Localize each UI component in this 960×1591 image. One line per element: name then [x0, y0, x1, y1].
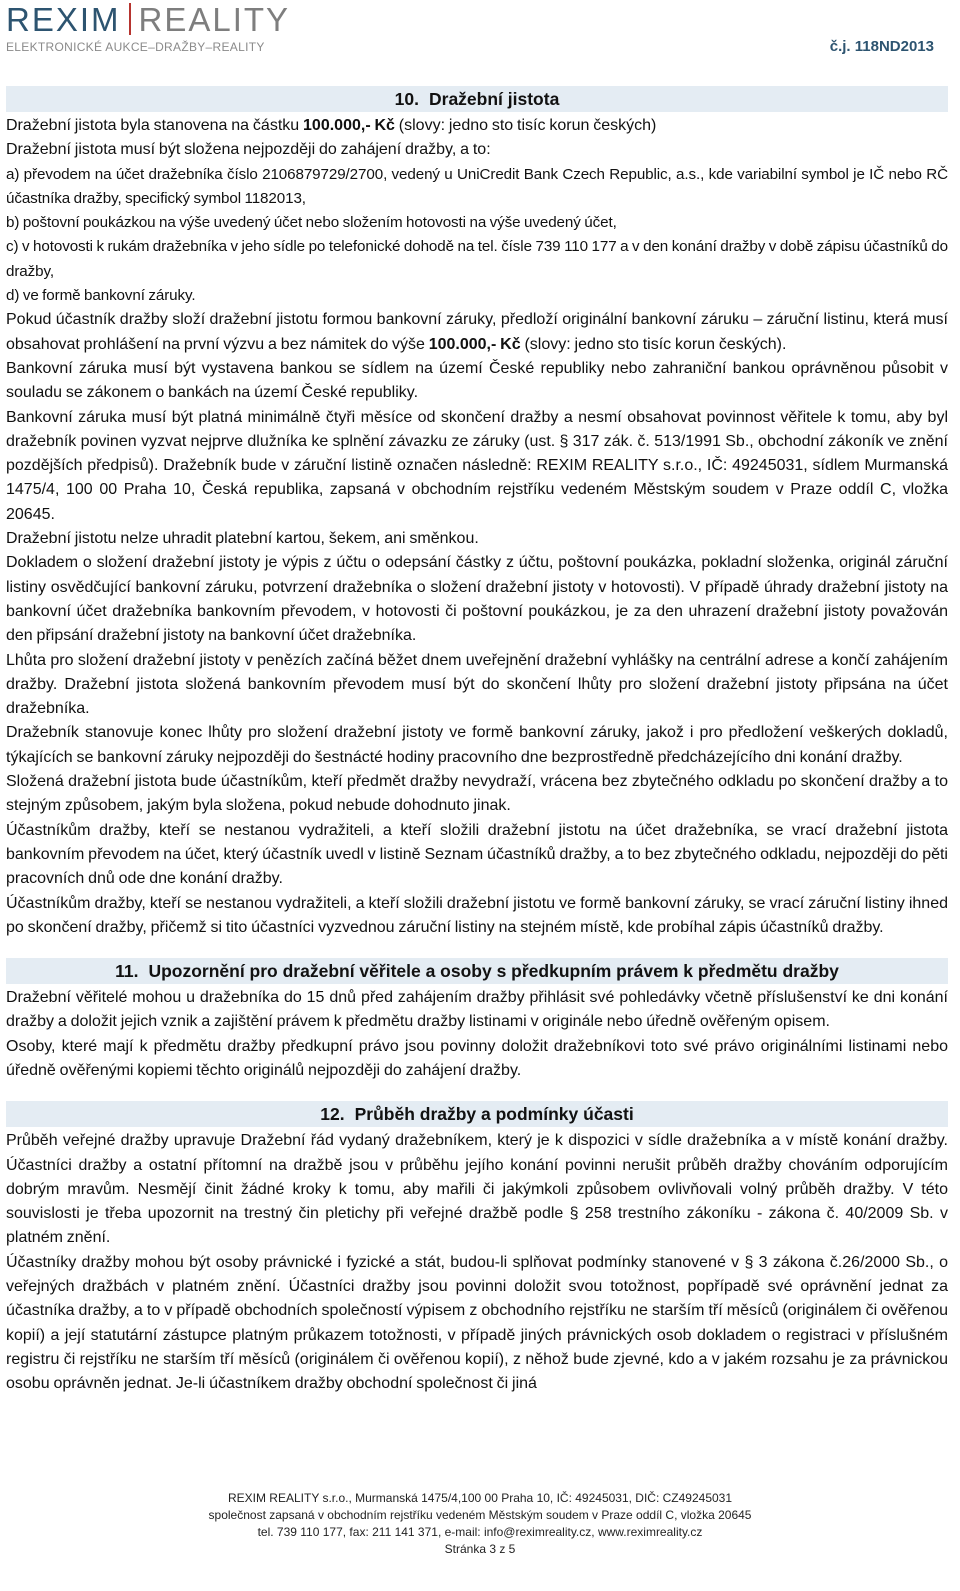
- paragraph: a) převodem na účet dražebníka číslo 2106879729/2700, vedený u UniCredit Bank Czech Republic, a.s., kde variabilní symbol je IČ nebo RČ účastníka dražby, specifický symbol 1182013,: [6, 165, 948, 207]
- page-header: [0, 0, 960, 62]
- section-title: Dražební jistota: [429, 89, 560, 109]
- section-title: Upozornění pro dražební věřitele a osoby s předkupním právem k předmětu dražby: [148, 961, 839, 982]
- page-footer: [0, 1490, 960, 1558]
- section-heading: [6, 86, 948, 112]
- paragraph: Účastníkům dražby, kteří se nestanou vydražiteli, a kteří složili dražební jistotu ve formě bankovní záruky, se vrací záruční listiny ihned po skončení dražby, přičemž si tito účastníci vyzvednou záruční listiny na stejném místě, kde probíhal zápis účastníků dražby.: [6, 894, 948, 936]
- paragraph: Dražebník stanovuje konec lhůty pro složení dražební jistoty ve formě bankovní záruky, jakož i pro předložení veškerých dokladů, týkajících se bankovní záruky nejpozději do šestnácté hodiny pracovního dne bezprostředně předcházejícího dni konání dražby.: [6, 724, 948, 766]
- paragraph: Bankovní záruka musí být platná minimálně čtyři měsíce od skončení dražby a nesmí obsahovat povinnost věřitele k tomu, aby byl dražebník povinen vyzvat nejprve dlužníka ke splnění závazku ze záruky (ust. § 317 zák. č. 513/1991 Sb., obchodní zákoník ve znění pozdějších předpisů). Dražebník bude v záruční listině označen následně: REXIM REALITY s.r.o., IČ: 49245031, sídlem Murmanská 1475/4, 100 00 Praha 10, Česká republika, zapsaná v obchodním rejstříku vedeném Městským soudem v Praze oddíl C, vložka 20645.: [6, 408, 948, 523]
- footer-company-line: REXIM REALITY s.r.o., Murmanská 1475/4,100 00 Praha 10, IČ: 49245031, DIČ: CZ49245031: [227, 1491, 733, 1505]
- paragraph: Osoby, které mají k předmětu dražby předkupní právo jsou povinny doložit dražebníkovi toto své právo originálními listinami nebo úředně ověřenými kopiemi těchto originálů nejpozději do zahájení dražby.: [6, 1037, 948, 1079]
- footer-contact-line: tel. 739 110 177, fax: 211 141 371, e-mail: info@reximreality.cz, www.reximreality.cz: [257, 1525, 703, 1539]
- paragraph: Průběh veřejné dražby upravuje Dražební řád vydaný dražebníkem, který je k dispozici v sídle dražebníka a v místě konání dražby. Účastníci dražby a ostatní přítomní na dražbě jsou v průběhu jejího konání povinni nerušit průběh dražby chováním odporujícím dobrým mravům. Nesmějí činit žádné kroky k tomu, aby mařili či jakýmkoli způsobem ovlivňovali volný průběh dražby. V této souvislosti je třeba upozornit na trestný čin pletichy při veřejné dražbě podle § 258 trestního zákoníku - zákona č. 40/2009 Sb. v platném znění.: [6, 1132, 948, 1247]
- logo-left-text: REXIM: [6, 1, 121, 38]
- paragraph: Dražební věřitelé mohou u dražebníka do 15 dnů před zahájením dražby přihlásit své pohledávky včetně příslušenství ke dni konání dražby a doložit jejich vznik a zajištění právem k předmětu dražby listinami v originále nebo úředně ověřeným opisem.: [6, 989, 948, 1031]
- logo-divider: [129, 3, 131, 35]
- paragraph: c) v hotovosti k rukám dražebníka v jeho sídle po telefonické dohodě na tel. čísle 739 110 177 a v den konání dražby v době zápisu účastníků do dražby,: [6, 238, 948, 280]
- paragraph: Účastníky dražby mohou být osoby právnické i fyzické a stát, budou-li splňovat podmínky stanovené v § 3 zákona č.26/2000 Sb., o veřejných dražbách v platném znění. Účastníci dražby jsou povinni doložit svou totožnost, popřípadě své oprávnění jednat za účastníka dražby, a to v případě obchodních společností výpisem z obchodního rejstříku ne starším tří měsíců (originálem či ověřenou kopií) a její statutární zástupce platným průkazem totožnosti, v případě jiných právnických osob dokladem o registraci v příslušném registru či rejstříku ne starším tří měsíců (originálem či ověřenou kopií), z něhož bude zjevné, kdo a v jakém rozsahu je za právnickou osobu oprávněn jednat. Je-li účastníkem dražby obchodní společnost či jiná: [6, 1253, 948, 1393]
- paragraph: Dražební jistotu nelze uhradit platební kartou, šekem, ani směnkou.: [6, 530, 479, 548]
- paragraph: Dražební jistota byla stanovena na částku 100.000,- Kč (slovy: jedno sto tisíc korun českých): [6, 117, 657, 134]
- paragraph: Dokladem o složení dražební jistoty je výpis z účtu o odepsání částky z účtu, poštovní poukázka, pokladní složenka, originál záruční listiny osvědčující bankovní záruku, potvrzení dražebníka o složení dražební jistoty v hotovosti). V případě úhrady dražební jistoty na bankovní účet dražebníka bankovním převodem, v hotovosti či poštovní poukázkou, je za den uhrazení dražební jistoty považován den připsání dražební jistoty na bankovní účet dražebníka.: [6, 554, 948, 645]
- section-number: 12.: [320, 1104, 345, 1125]
- paragraph: Lhůta pro složení dražební jistoty v penězích začíná běžet dnem uveřejnění dražební vyhlášky na centrální adrese a končí zahájením dražby. Dražební jistota složená bankovním převodem musí být do skončení lhůty pro složení dražební jistoty připsána na účet dražebníka.: [6, 651, 948, 718]
- bold-amount: 100.000,- Kč: [303, 117, 395, 134]
- section-heading: [6, 1101, 948, 1127]
- footer-registry-line: společnost zapsaná v obchodním rejstříku vedeném Městským soudem v Praze oddíl C, vložka 20645: [208, 1508, 752, 1522]
- paragraph: b) poštovní poukázkou na výše uvedený účet nebo složením hotovosti na výše uvedený účet,: [6, 214, 617, 232]
- section-number: 10.: [394, 89, 419, 109]
- company-logo: [6, 2, 290, 54]
- section-heading: [6, 958, 948, 984]
- logo-subtitle: ELEKTRONICKÉ AUKCE–DRAŽBY–REALITY: [6, 40, 265, 54]
- document-body: [6, 86, 948, 1397]
- paragraph: Bankovní záruka musí být vystavena bankou se sídlem na území České republiky nebo zahraniční bankou oprávněnou působit v souladu se zákonem o bankách na území České republiky.: [6, 359, 948, 402]
- section-title: Průběh dražby a podmínky účasti: [354, 1104, 634, 1125]
- paragraph: d) ve formě bankovní záruky.: [6, 287, 196, 305]
- section-number: 11.: [115, 961, 139, 982]
- bold-amount: 100.000,- Kč: [428, 335, 521, 353]
- section-gap: [6, 940, 948, 958]
- paragraph: Dražební jistota musí být složena nejpozději do zahájení dražby, a to:: [6, 141, 491, 159]
- reference-number: č.j. 118ND2013: [829, 38, 934, 55]
- logo-title: [6, 2, 290, 38]
- logo-right-text: REALITY: [138, 1, 291, 38]
- footer-page-number: Stránka 3 z 5: [444, 1542, 516, 1556]
- section-gap: [6, 1083, 948, 1101]
- paragraph: Složená dražební jistota bude účastníkům, kteří předmět dražby nevydraží, vrácena bez zbytečného odkladu po skončení dražby a to stejným způsobem, jakým byla složena, pokud nebude dohodnuto jinak.: [6, 773, 948, 815]
- paragraph: Účastníkům dražby, kteří se nestanou vydražiteli, a kteří složili dražební jistotu na účet dražebníka, se vrací dražební jistota bankovním převodem na účet, který účastník uvedl v listině Seznam účastníků dražby, a to bez zbytečného odkladu, nejpozději do pěti pracovních dnů ode dne konání dražby.: [6, 821, 948, 888]
- paragraph: Pokud účastník dražby složí dražební jistotu formou bankovní záruky, předloží originální bankovní záruku – záruční listinu, která musí obsahovat prohlášení na první výzvu a bez námitek do výše 100.000,- Kč (slovy: jedno sto tisíc korun českých).: [6, 311, 948, 353]
